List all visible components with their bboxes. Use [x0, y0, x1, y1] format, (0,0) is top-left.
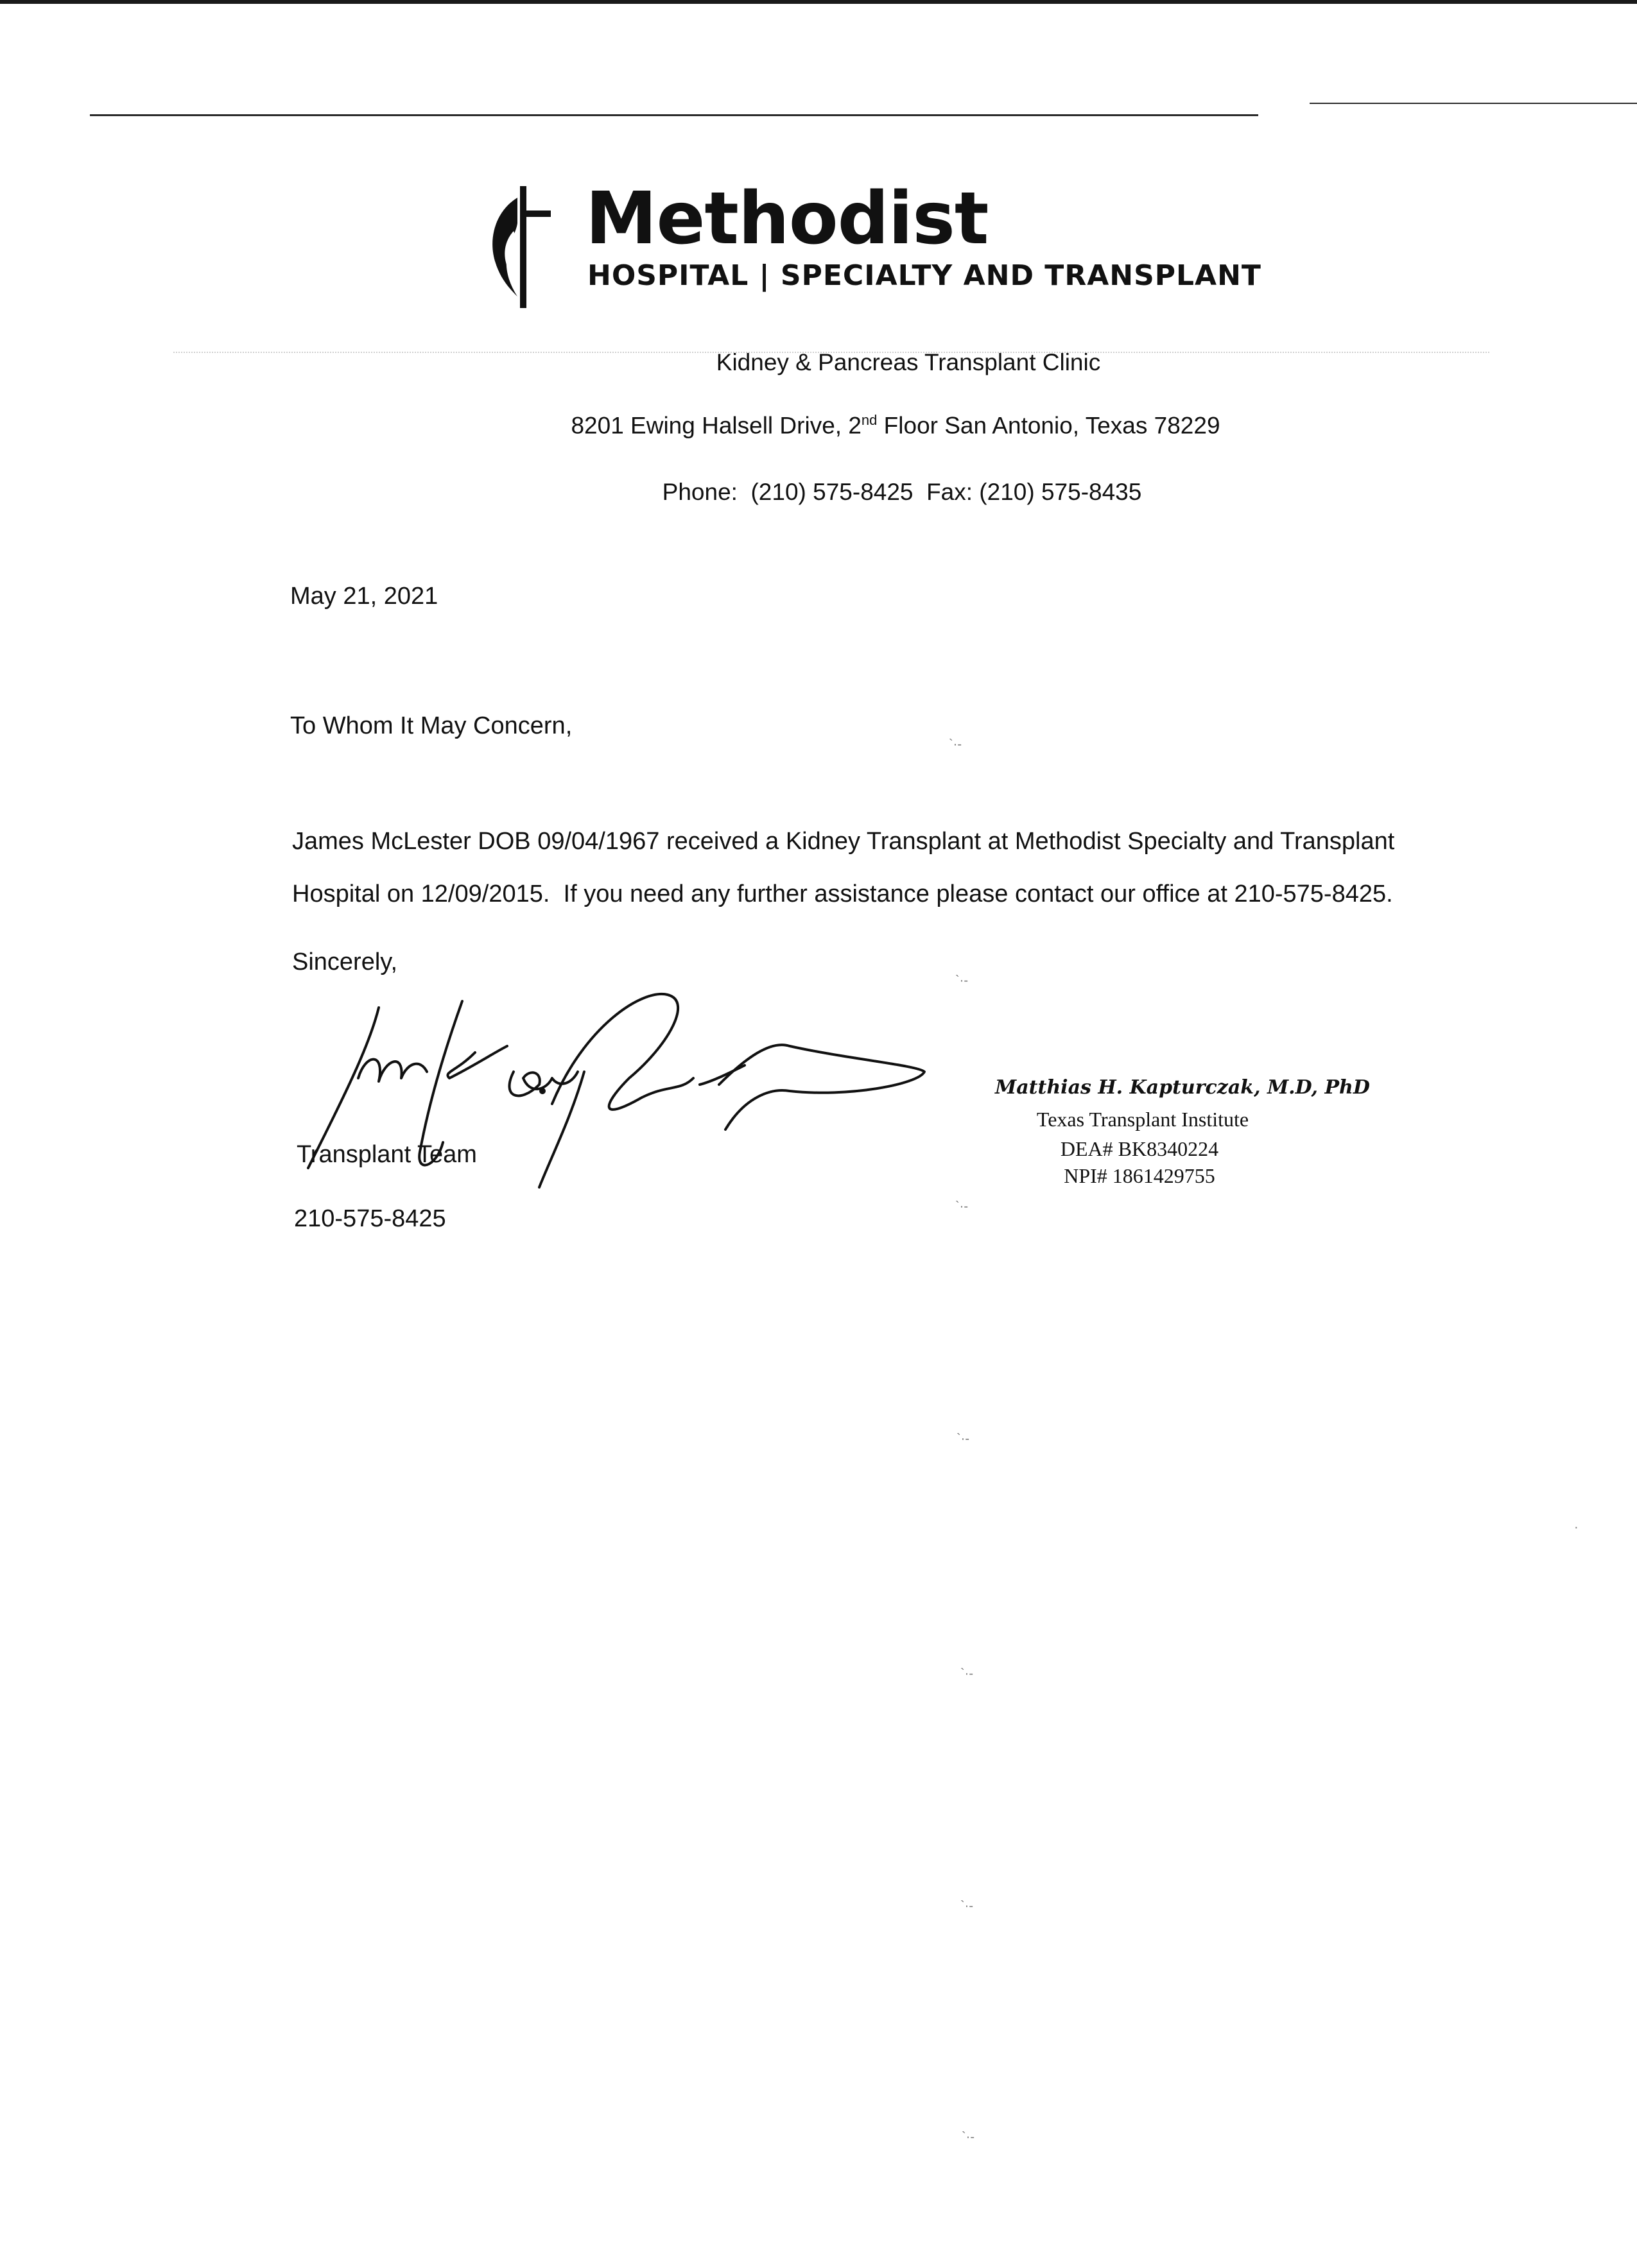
- address-post: Floor San Antonio, Texas 78229: [877, 412, 1220, 439]
- header-rule-right: [1310, 103, 1637, 104]
- address-pre: 8201 Ewing Halsell Drive, 2: [571, 412, 862, 439]
- stamp-npi: NPI# 1861429755: [1064, 1164, 1215, 1187]
- stamp-institute: Texas Transplant Institute: [1036, 1108, 1249, 1131]
- scan-speck: `·-: [962, 2130, 974, 2144]
- closing: Sincerely,: [292, 949, 398, 975]
- salutation: To Whom It May Concern,: [290, 712, 573, 739]
- scan-speck: ·: [1574, 1520, 1579, 1534]
- logo-wordmark: Methodist: [585, 177, 989, 261]
- scan-speck: `·-: [955, 974, 968, 988]
- body-line-2: Hospital on 12/09/2015. If you need any further assistance please contact our office at 210-575-8425.: [292, 881, 1393, 907]
- cross-and-flame-icon: [488, 186, 552, 308]
- signer-phone: 210-575-8425: [294, 1205, 446, 1232]
- clinic-address: [77, 413, 1637, 437]
- scan-speck: `·-: [955, 1199, 968, 1214]
- letter-date: May 21, 2021: [290, 583, 438, 610]
- scan-speck: `·-: [960, 1899, 973, 1913]
- scan-speck: `·-: [957, 1432, 969, 1446]
- address-sup: nd: [861, 412, 878, 428]
- header-rule: [90, 114, 1258, 116]
- stamp-dea: DEA# BK8340224: [1060, 1137, 1219, 1160]
- scan-speck: `·-: [949, 737, 962, 752]
- body-line-1: James McLester DOB 09/04/1967 received a Kidney Transplant at Methodist Specialty and Transplant: [292, 828, 1395, 855]
- signer-name: Transplant Team: [297, 1141, 477, 1168]
- clinic-name: Kidney & Pancreas Transplant Clinic: [716, 349, 1101, 375]
- clinic-contact: Phone: (210) 575-8425 Fax: (210) 575-8435: [662, 479, 1142, 505]
- scan-edge: [0, 0, 1637, 4]
- logo-subtitle: HOSPITAL | SPECIALTY AND TRANSPLANT: [587, 259, 1261, 292]
- stamp-physician-name: Matthias H. Kapturczak, M.D, PhD: [995, 1076, 1370, 1099]
- scan-speck: `·-: [960, 1667, 973, 1681]
